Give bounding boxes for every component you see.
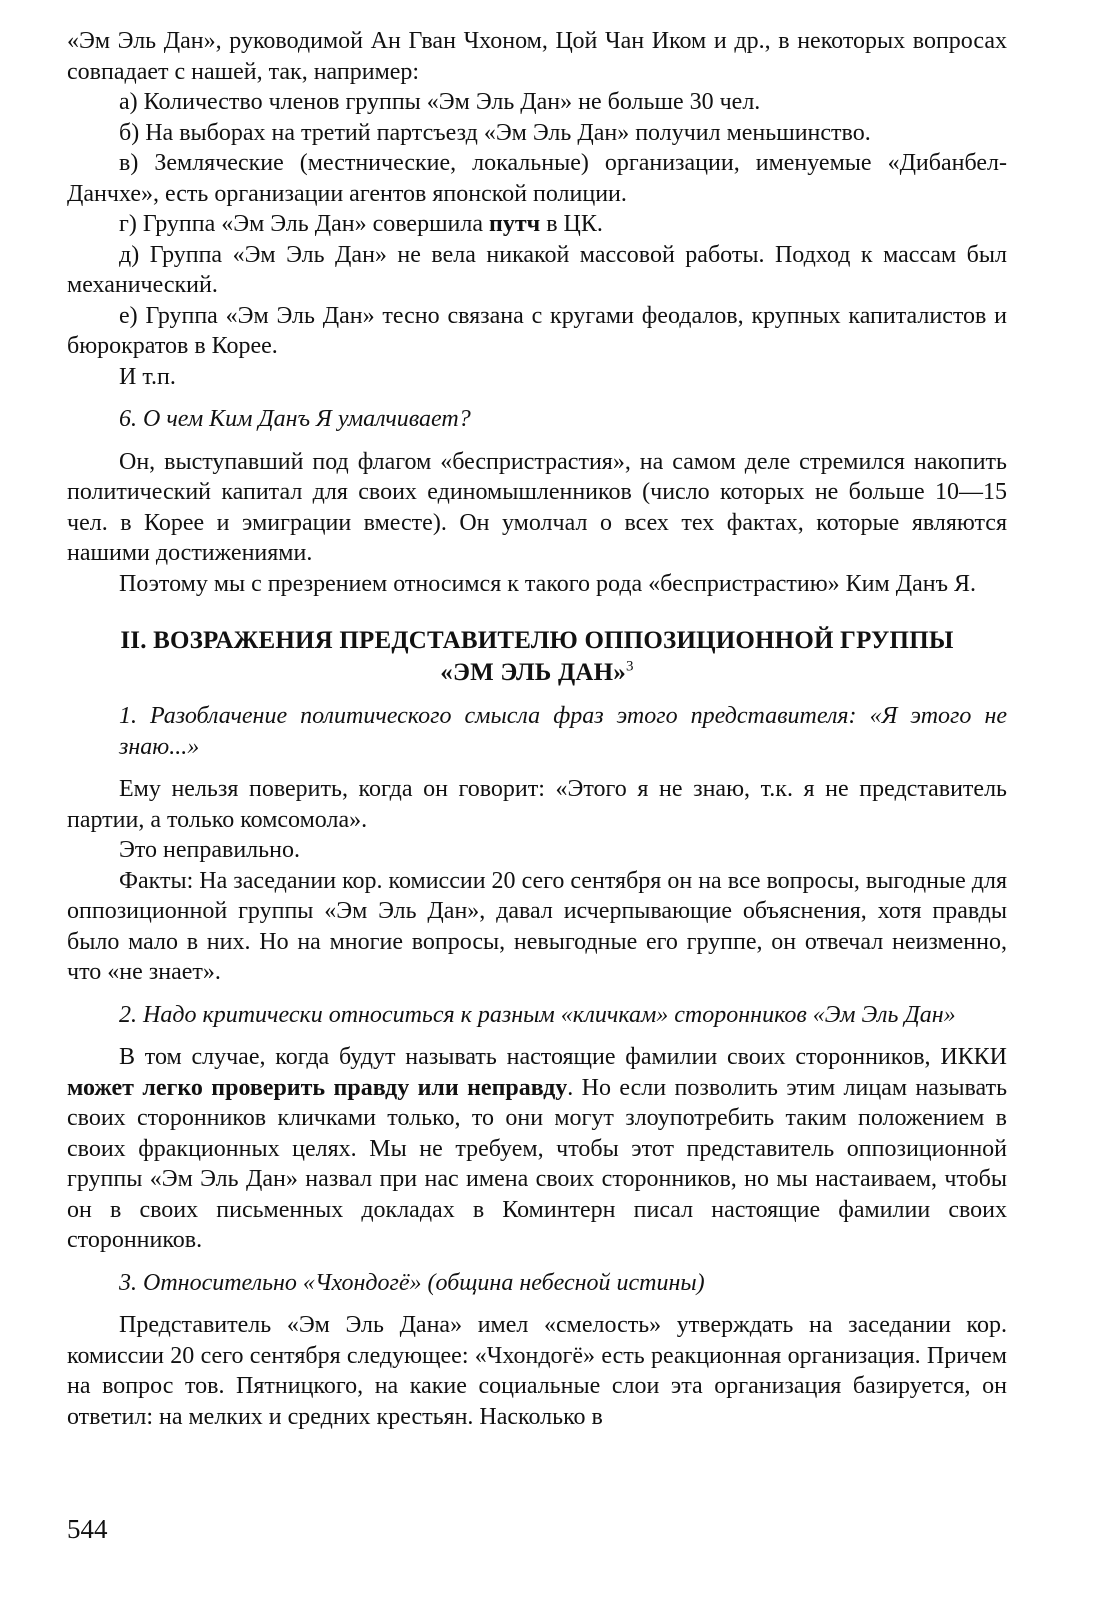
chapter-heading (67, 625, 1007, 689)
list-item-g-tail: в ЦК. (540, 211, 603, 237)
document-page (67, 26, 1007, 1432)
subsection-1-paragraph-3: Факты: На заседании кор. комиссии 20 сего сентября он на все вопросы, выгодные для оппозиционной группы «Эм Эль Дан», давал исчерпывающие объяснения, хотя правды было мало в них. Но на многие вопросы, невыгодные его группе, он отвечал неизменно, что «не знает». (67, 867, 1007, 985)
subsection-2-paragraph-1 (67, 1042, 1007, 1256)
section-6-paragraph-1: Он, выступавший под флагом «беспристрастия», на самом деле стремился накопить политический капитал для своих единомышленников (число которых не больше 10—15 чел. в Корее и эмиграции вместе). Он умолчал о всех тех фактах, которые являются нашими достижениями. (67, 448, 1007, 566)
list-item-g-bold: путч (489, 211, 541, 237)
list-item-e: е) Группа «Эм Эль Дан» тесно связана с кругами феодалов, крупных капиталистов и бюрократов в Корее. (67, 302, 1007, 359)
list-item-g (67, 209, 1007, 240)
list-item-g-text: г) Группа «Эм Эль Дан» совершила (119, 211, 490, 237)
list-item-a: а) Количество членов группы «Эм Эль Дан» не больше 30 чел. (119, 89, 761, 115)
subsection-2-tail: . Но если позволить этим лицам называть своих сторонников кличками только, то они могут злоупотребить таким положением в своих фракционных целях. Мы не требуем, чтобы этот представитель оппозиционной группы «Эм Эль Дан» назвал при нас имена своих сторонников, но мы настаиваем, чтобы он в своих письменных докладах в Коминтерн писал настоящие фамилии своих сторонников. (67, 1074, 1008, 1253)
section-6-paragraph-2: Поэтому мы с презрением относимся к такого рода «беспристрастию» Ким Данъ Я. (119, 570, 976, 597)
subsection-3-paragraph-1: Представитель «Эм Эль Дана» имел «смелость» утверждать на заседании кор. комиссии 20 сего сентября следующее: «Чхондогё» есть реакционная организация. Причем на вопрос тов. Пятницкого, на какие социальные слои эта организация базируется, он ответил: на мелких и средних крестьян. Насколько в (67, 1312, 1007, 1430)
section-6-title: 6. О чем Ким Данъ Я умалчивает? (119, 406, 471, 432)
subsection-2-title: 2. Надо критически относиться к разным «кличкам» сторонников «Эм Эль Дан» (119, 1001, 956, 1028)
subsection-1-paragraph-2: Это неправильно. (119, 837, 300, 863)
list-etc: И т.п. (119, 363, 176, 390)
chapter-heading-line-2 (67, 657, 1007, 689)
subsection-1-paragraph-1: Ему нельзя поверить, когда он говорит: «Этого я не знаю, т.к. я не представитель партии, а только комсомола». (67, 776, 1007, 833)
subsection-1-title: 1. Разоблачение политического смысла фраз этого представителя: «Я этого не знаю...» (119, 703, 1007, 760)
list-item-d: д) Группа «Эм Эль Дан» не вела никакой массовой работы. Подход к массам был механический. (67, 241, 1007, 298)
page-number: 544 (67, 1514, 108, 1544)
subsection-2-bold: может легко проверить правду или неправду (67, 1074, 568, 1101)
chapter-heading-line-2-text: «ЭМ ЭЛЬ ДАН» (440, 659, 626, 686)
list-item-v: в) Землячеcкие (местнические, локальные) организации, именуемые «Дибанбел-Данчхе», есть организации агентов японской полиции. (67, 150, 1007, 207)
subsection-2-text: В том случае, когда будут называть настоящие фамилии своих сторонников, ИККИ (119, 1044, 1007, 1070)
footnote-marker: 3 (626, 658, 634, 675)
chapter-heading-line-1: II. ВОЗРАЖЕНИЯ ПРЕДСТАВИТЕЛЮ ОППОЗИЦИОННОЙ ГРУППЫ (120, 627, 954, 654)
subsection-3-title: 3. Относительно «Чхондогё» (община небесной истины) (119, 1269, 705, 1296)
list-item-b: б) На выборах на третий партсъезд «Эм Эль Дан» получил меньшинство. (119, 119, 871, 146)
intro-paragraph: «Эм Эль Дан», руководимой Ан Гван Чхоном, Цой Чан Иком и др., в некоторых вопросах совпадает с нашей, так, например: (67, 28, 1007, 85)
